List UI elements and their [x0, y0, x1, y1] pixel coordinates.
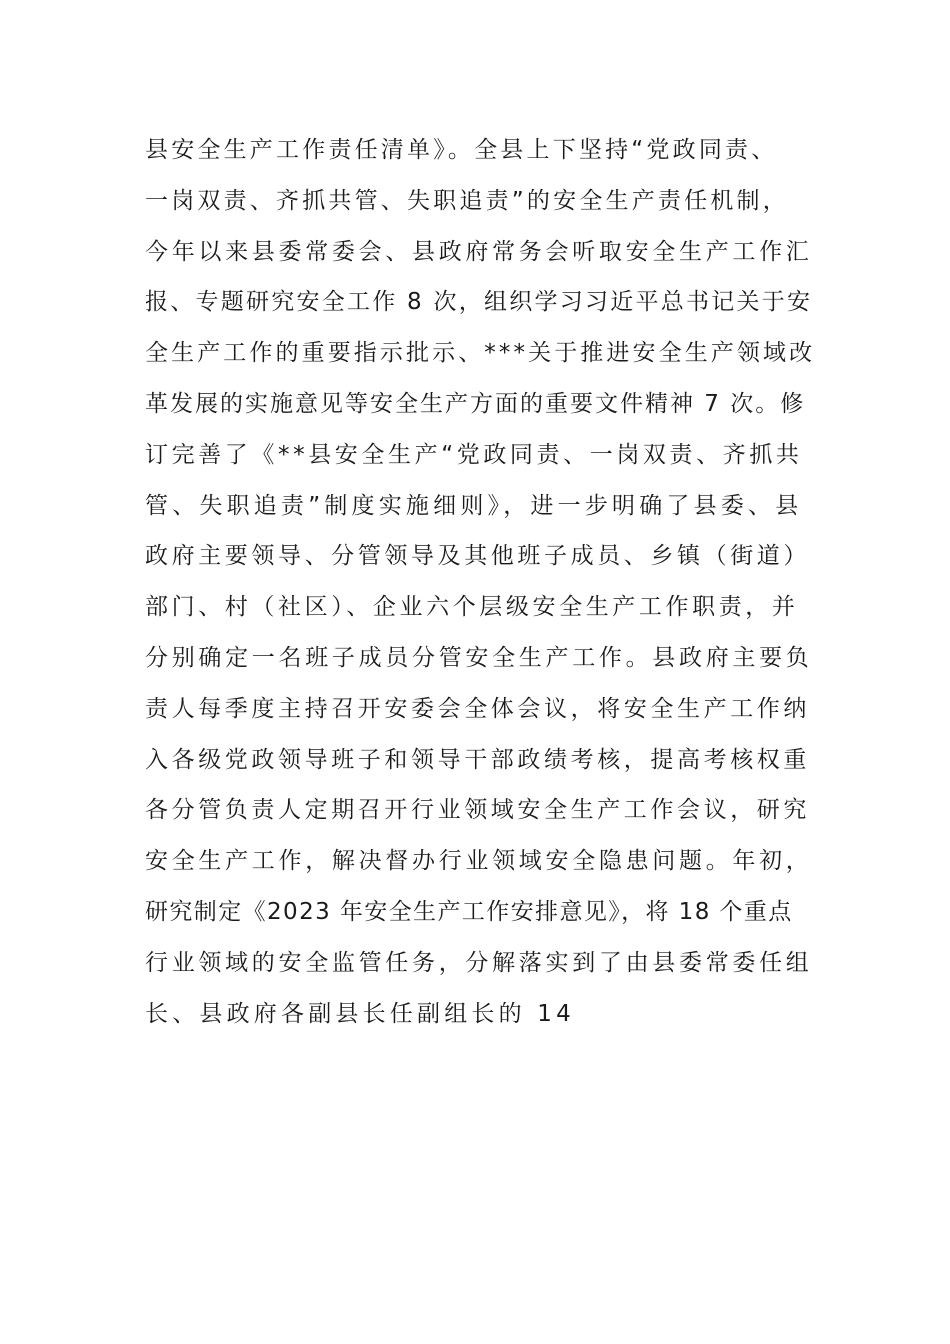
text-line: 今年以来县委常委会、县政府常务会听取安全生产工作汇 [145, 238, 813, 265]
text-line: 入各级党政领导班子和领导干部政绩考核，提高考核权重 [145, 746, 810, 773]
text-line: 责人每季度主持召开安委会全体会议，将安全生产工作纳 [145, 695, 810, 722]
text-line: 研究制定《2023 年安全生产工作安排意见》，将 18 个重点 [145, 898, 793, 925]
text-line: 政府主要领导、分管领导及其他班子成员、乡镇（街道） [145, 543, 810, 570]
text-line: 分别确定一名班子成员分管安全生产工作。县政府主要负 [145, 644, 813, 671]
text-line: 长、县政府各副县长任副组长的 14 [145, 1000, 575, 1027]
text-line: 安全生产工作，解决督办行业领域安全隐患问题。年初， [145, 848, 813, 875]
text-line: 县安全生产工作责任清单》。全县上下坚持“党政同责、 [145, 137, 778, 163]
text-line: 革发展的实施意见等安全生产方面的重要文件精神 7 次。修 [145, 390, 806, 417]
text-line: 管、失职追责”制度实施细则》，进一步明确了县委、县 [145, 492, 803, 519]
text-line: 全生产工作的重要指示批示、***关于推进安全生产领域改 [145, 340, 816, 367]
text-line: 各分管负责人定期召开行业领域安全生产工作会议，研究 [145, 797, 810, 824]
text-line: 一岗双责、齐抓共管、失职追责”的安全生产责任机制， [145, 187, 789, 214]
text-line: 部门、村（社区）、企业六个层级安全生产工作职责，并 [145, 594, 799, 621]
text-line: 订完善了《**县安全生产“党政同责、一岗双责、齐抓共 [145, 441, 803, 468]
text-line: 报、专题研究安全工作 8 次，组织学习习近平总书记关于安 [145, 289, 813, 316]
body-paragraph [145, 125, 815, 1039]
text-line: 行业领域的安全监管任务，分解落实到了由县委常委任组 [145, 949, 813, 976]
